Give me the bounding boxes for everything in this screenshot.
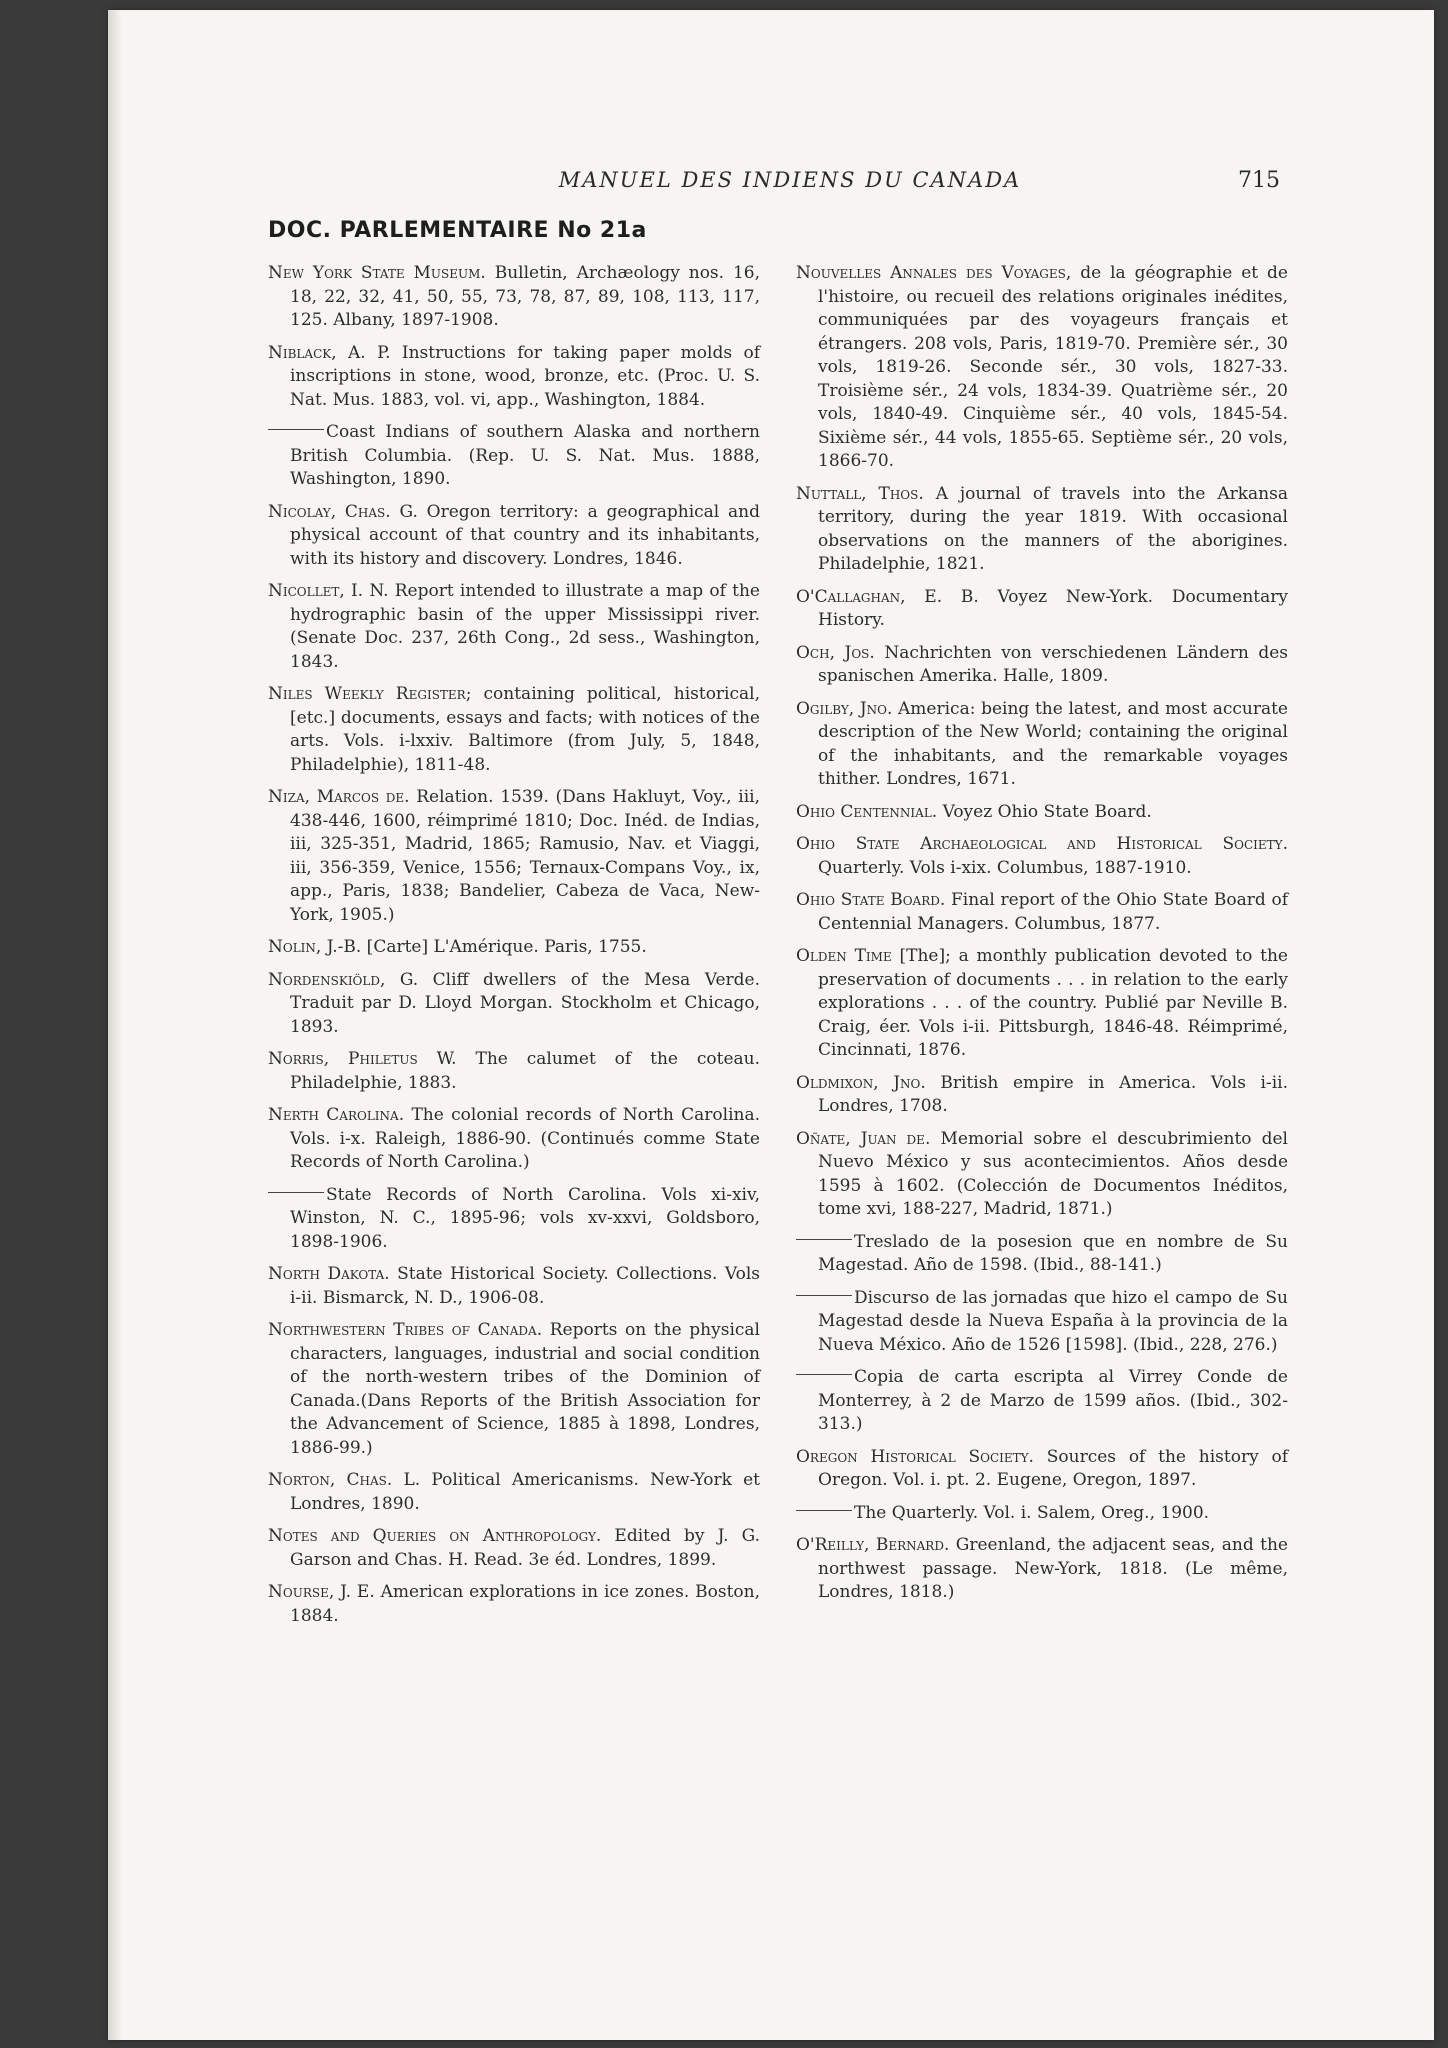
bibliography-entry — [796, 642, 1288, 689]
bibliography-entry — [268, 1469, 760, 1516]
ditto-dash — [268, 1192, 324, 1193]
entry-heading: Oñate, Juan de. — [796, 1128, 931, 1149]
entry-heading: Nordenskiöld, G. — [268, 969, 419, 990]
entry-text: Voyez Ohio State Board. — [937, 801, 1152, 822]
bibliography-entry — [796, 945, 1288, 1063]
entry-heading: Ogilby, Jno. — [796, 698, 893, 719]
bibliography-entry — [796, 262, 1288, 474]
entry-heading: Nerth Carolina. — [268, 1105, 405, 1125]
entry-heading: O'Callaghan, E. B. — [796, 586, 979, 607]
entry-text: Greenland, the adjacent seas, and the northwest passage. New-York, 1818. (Le même, Londres, 1818.) — [818, 1535, 1288, 1602]
entry-text: [The]; a monthly publication devoted to the preservation of documents . . . in relation to the early explorations . . . of the country. Publié par Neville B. Craig, éer. Vols i-ii. Pittsburgh, 1846-48. Réimprimé, Cincinnati, 1876. — [818, 946, 1288, 1060]
page-number: 715 — [1238, 168, 1280, 193]
entry-heading: Ohio State Archaeological and Historical Society. — [796, 834, 1288, 854]
entry-text: Final report of the Ohio State Board of Centennial Managers. Columbus, 1877. — [818, 890, 1288, 934]
ditto-dash — [796, 1374, 852, 1375]
ditto-dash — [796, 1239, 852, 1240]
entry-heading: Nicollet, I. N. — [268, 581, 389, 601]
bibliography-entry — [268, 969, 760, 1040]
entry-heading: Northwestern Tribes of Canada. — [268, 1320, 543, 1340]
entry-heading: Nolin, J.-B. — [268, 937, 362, 957]
bibliography-entry — [796, 1128, 1288, 1222]
entry-heading: Norton, Chas. L. — [268, 1470, 421, 1490]
entry-text: Discurso de las jornadas que hizo el campo de Su Magestad desde la Nueva España à la provincia de la Nueva México. Año de 1526 [1598]. (Ibid., 228, 276.) — [818, 1287, 1288, 1355]
entry-heading: Nuttall, Thos. — [796, 483, 924, 504]
bibliography-entry — [796, 586, 1288, 633]
bibliography-entry — [268, 1048, 760, 1095]
entry-text: Bulletin, Archæology nos. 16, 18, 22, 32, 41, 50, 55, 73, 78, 87, 89, 108, 113, 117, 125. Albany, 1897-1908. — [290, 263, 760, 330]
entry-text: Quarterly. Vols i-xix. Columbus, 1887-1910. — [818, 857, 1192, 878]
page-spine-shadow — [108, 10, 122, 2040]
entry-text: Political Americanisms. New-York et Londres, 1890. — [290, 1470, 760, 1514]
entry-text: Treslado de la posesion que en nombre de Su Magestad. Año de 1598. (Ibid., 88-141.) — [818, 1231, 1288, 1275]
entry-text: Memorial sobre el descubrimiento del Nuevo México y sus acontecimientos. Años desde 1595 à 1602. (Colección de Documentos Inéditos, tome xvi, 188-227, Madrid, 1871.) — [818, 1128, 1288, 1219]
entry-heading: Olden Time — [796, 946, 892, 966]
bibliography-entry — [268, 683, 760, 777]
entry-text: Coast Indians of southern Alaska and northern British Columbia. (Rep. U. S. Nat. Mus. 1888, Washington, 1890. — [290, 422, 760, 489]
entry-heading: New York State Museum. — [268, 263, 486, 283]
bibliography-entry — [268, 786, 760, 927]
entry-text: Sources of the history of Oregon. Vol. i. pt. 2. Eugene, Oregon, 1897. — [818, 1446, 1288, 1490]
entry-text: Cliff dwellers of the Mesa Verde. Traduit par D. Lloyd Morgan. Stockholm et Chicago, 1893. — [290, 969, 760, 1037]
entry-text: [Carte] L'Amérique. Paris, 1755. — [361, 937, 647, 957]
bibliography-entry — [268, 342, 760, 413]
entry-text: Instructions for taking paper molds of inscriptions in stone, wood, bronze, etc. (Proc. U. S. Nat. Mus. 1883, vol. vi, app., Washington, 1884. — [290, 342, 760, 410]
entry-heading: Notes and Queries on Anthropology. — [268, 1526, 602, 1546]
entry-heading: Nourse, J. E. — [268, 1582, 375, 1602]
running-title: MANUEL DES INDIENS DU CANADA — [558, 168, 1022, 192]
entry-text: Relation. 1539. (Dans Hakluyt, Voy., iii, 438-446, 1600, réimprimé 1810; Doc. Inéd. de Indias, iii, 325-351, Madrid, 1865; Ramusio, Nav. et Viaggi, iii, 356-359, Venice, 1556; Ternaux-Compans Voy., ix, app., Paris, 1838; Bandelier, Cabeza de Vaca, New-York, 1905.) — [290, 787, 760, 925]
bibliography-entry — [268, 262, 760, 333]
bibliography-entry — [268, 1581, 760, 1628]
bibliography-entry — [268, 936, 760, 960]
entry-text: The calumet of the coteau. Philadelphie, 1883. — [290, 1049, 760, 1093]
entry-heading: Norris, Philetus W. — [268, 1049, 457, 1069]
entry-heading: Ohio Centennial. — [796, 801, 938, 822]
ditto-dash — [796, 1510, 852, 1511]
bibliography-entry — [268, 580, 760, 674]
entry-heading: Niles Weekly Register; — [268, 684, 472, 704]
bibliography-entry — [796, 1231, 1288, 1278]
entry-text: Voyez New-York. Documentary History. — [818, 586, 1288, 630]
entry-text: American explorations in ice zones. Boston, 1884. — [290, 1582, 760, 1626]
bibliography-entry — [796, 1287, 1288, 1358]
bibliography-entry — [268, 1184, 760, 1255]
entry-text: Nachrichten von verschiedenen Ländern des spanischen Amerika. Halle, 1809. — [818, 642, 1288, 686]
entry-heading: Nicolay, Chas. G. — [268, 501, 418, 522]
bibliography-entry — [796, 889, 1288, 936]
entry-text: Edited by J. G. Garson and Chas. H. Read. 3e éd. Londres, 1899. — [290, 1526, 760, 1570]
entry-text: The colonial records of North Carolina. Vols. i-x. Raleigh, 1886-90. (Continués comme State Records of North Carolina.) — [290, 1105, 760, 1172]
bibliography-entry — [796, 698, 1288, 792]
entry-text: containing political, historical, [etc.] documents, essays and facts; with notices of the arts. Vols. i-lxxiv. Baltimore (from July, 5, 1848, Philadelphie), 1811-48. — [290, 684, 760, 775]
entry-text: de la géographie et de l'histoire, ou recueil des relations originales inédites, communiquées par des voyageurs français et étrangers. 208 vols, Paris, 1819-70. Première sér., 30 vols, 1819-26. Seconde sér., 30 vols, 1827-33. Troisième sér., 24 vols, 1834-39. Quatrième sér., 20 vols, 1840-49. Cinquième sér., 40 vols, 1845-54. Sixième sér., 44 vols, 1855-65. Septième sér., 20 vols, 1866-70. — [818, 263, 1288, 471]
ditto-dash — [796, 1295, 852, 1296]
entry-heading: North Dakota. — [268, 1264, 390, 1284]
entry-heading: O'Reilly, Bernard. — [796, 1535, 950, 1555]
right-column — [796, 262, 1288, 1614]
bibliography-entry — [268, 1319, 760, 1460]
entry-text: State Historical Society. Collections. Vols i-ii. Bismarck, N. D., 1906-08. — [290, 1264, 760, 1308]
bibliography-entry — [796, 833, 1288, 880]
bibliography-entry — [268, 501, 760, 572]
entry-text: State Records of North Carolina. Vols xi-xiv, Winston, N. C., 1895-96; vols xv-xxvi, Goldsboro, 1898-1906. — [290, 1184, 760, 1252]
entry-text: America: being the latest, and most accurate description of the New World; containing the original of the inhabitants, and the remarkable voyages thither. Londres, 1671. — [818, 698, 1288, 789]
bibliography-entry — [268, 1104, 760, 1175]
bibliography-entry — [796, 1366, 1288, 1437]
bibliography-entry — [268, 421, 760, 492]
entry-heading: Oregon Historical Society. — [796, 1446, 1034, 1467]
bibliography-entry — [796, 483, 1288, 577]
doc-label: DOC. PARLEMENTAIRE No 21a — [268, 218, 647, 243]
left-column — [268, 262, 760, 1637]
entry-heading: Och, Jos. — [796, 642, 875, 663]
bibliography-entry — [268, 1525, 760, 1572]
entry-heading: Niza, Marcos de. — [268, 787, 410, 807]
bibliography-entry — [268, 1263, 760, 1310]
entry-heading: Oldmixon, Jno. — [796, 1072, 926, 1093]
entry-text: Reports on the physical characters, languages, industrial and social condition of the north-western tribes of the Dominion of Canada.(Dans Reports of the British Association for the Advancement of Science, 1885 à 1898, Londres, 1886-99.) — [290, 1320, 760, 1458]
bibliography-entry — [796, 1072, 1288, 1119]
bibliography-entry — [796, 1534, 1288, 1605]
entry-text: Oregon territory: a geographical and physical account of that country and its inhabitants, with its history and discovery. Londres, 1846. — [290, 501, 760, 569]
entry-heading: Nouvelles Annales des Voyages, — [796, 263, 1072, 283]
entry-text: Report intended to illustrate a map of the hydrographic basin of the upper Mississippi river. (Senate Doc. 237, 26th Cong., 2d sess., Washington, 1843. — [290, 581, 760, 672]
entry-heading: Niblack, A. P. — [268, 342, 391, 363]
bibliography-entry — [796, 1446, 1288, 1493]
ditto-dash — [268, 429, 324, 430]
entry-text: A journal of travels into the Arkansa territory, during the year 1819. With occasional observations on the manners of the aborigines. Philadelphie, 1821. — [818, 483, 1288, 574]
page-header — [440, 168, 1280, 204]
entry-text: The Quarterly. Vol. i. Salem, Oreg., 1900. — [854, 1502, 1210, 1523]
entry-text: Copia de carta escripta al Virrey Conde de Monterrey, à 2 de Marzo de 1599 años. (Ibid., 302-313.) — [818, 1367, 1288, 1434]
bibliography-entry — [796, 801, 1288, 825]
bibliography-entry — [796, 1502, 1288, 1526]
entry-text: British empire in America. Vols i-ii. Londres, 1708. — [818, 1072, 1288, 1116]
entry-heading: Ohio State Board. — [796, 890, 946, 910]
